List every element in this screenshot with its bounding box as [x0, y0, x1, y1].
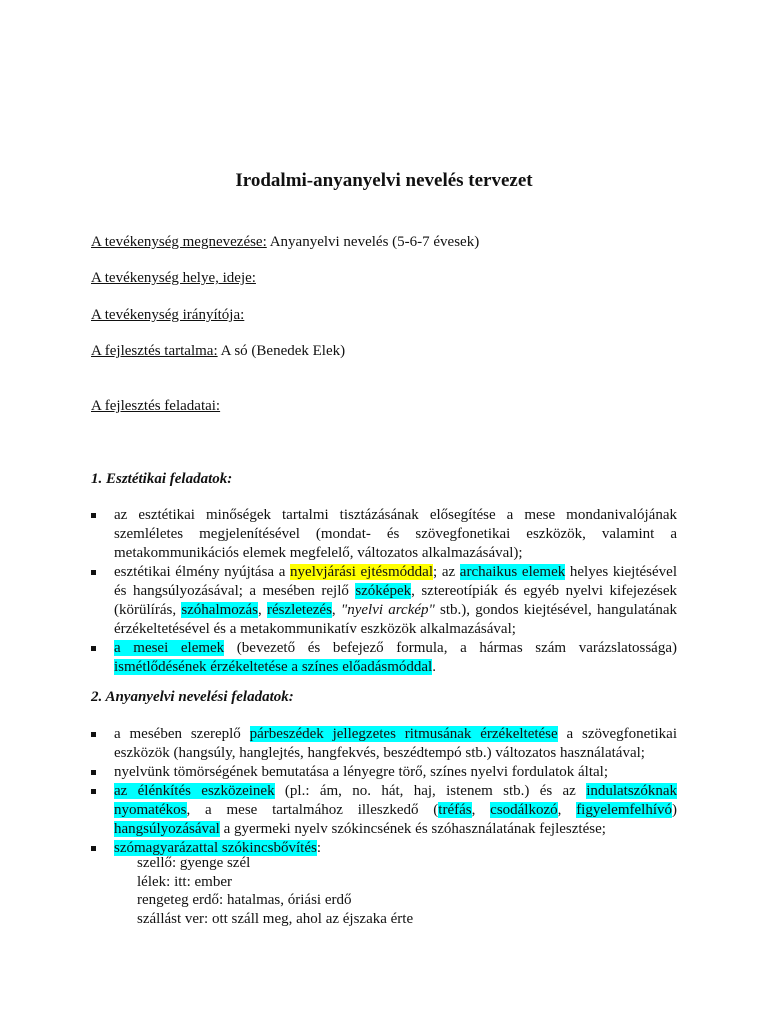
highlight-cyan: tréfás: [438, 802, 472, 818]
document-title: Irodalmi-anyanyelvi nevelés tervezet: [235, 170, 533, 191]
list-item-text: nyelvünk tömörségének bemutatása a lényegre törő, színes nyelvi fordulatok által;: [114, 764, 609, 780]
field-development-tasks: [91, 398, 220, 415]
text-run: (pl.: ám, no. hát, haj, istenem stb.) és az: [274, 783, 587, 799]
text-run: , sztereotípiák és egyéb nyelvi kifejezések (körülírás,: [114, 583, 677, 618]
bullet-icon: [91, 770, 96, 775]
text-run: esztétikai élmény nyújtása a: [114, 564, 291, 580]
highlight-cyan: a mesei elemek: [114, 640, 225, 656]
text-run: a szövegfonetikai eszközök (hangsúly, hanglejtés, hangfekvés, beszédtempó stb.) változatos használatával;: [114, 726, 677, 761]
vocabulary-list: [137, 854, 413, 928]
list-item: [91, 763, 677, 782]
section-heading-aesthetic: 1. Esztétikai feladatok:: [91, 471, 233, 487]
highlight-cyan: az élénkítés eszközeinek: [114, 783, 275, 799]
highlight-cyan: ismétlődésének érzékeltetése a színes előadásmóddal: [114, 659, 433, 675]
text-run: a gyermeki nyelv szókincsének és szóhasználatának fejlesztése;: [219, 821, 606, 837]
text-run: (bevezető és befejező formula, a hármas szám varázslatossága): [224, 640, 677, 656]
bullet-icon: [91, 846, 96, 851]
list-item: [91, 639, 677, 677]
highlight-cyan: szómagyarázattal szókincsbővítés: [114, 840, 317, 856]
highlight-cyan: figyelemfelhívó: [576, 802, 672, 818]
highlight-cyan: hangsúlyozásával: [114, 821, 220, 837]
field-label: A fejlesztés tartalma:: [91, 343, 218, 359]
bullet-icon: [91, 789, 96, 794]
language-task-list: [91, 725, 677, 858]
vocab-item: szállást ver: ott száll meg, ahol az éjszaka érte: [137, 910, 414, 927]
field-label: A tevékenység irányítója:: [91, 307, 245, 323]
field-label: A tevékenység megnevezése:: [91, 234, 267, 250]
text-run: ; az: [433, 564, 460, 580]
highlight-cyan: szóképek: [355, 583, 412, 599]
text-run: helyes kiejtésével és hangsúlyozásával; a mesében rejlő: [114, 564, 677, 599]
list-item: [91, 725, 677, 763]
highlight-cyan: archaikus elemek: [459, 564, 566, 580]
text-run: ,: [331, 602, 341, 618]
highlight-cyan: párbeszédek jellegzetes ritmusának érzékeltetése: [249, 726, 558, 742]
field-label: A tevékenység helye, ideje:: [91, 270, 256, 286]
text-run: .: [432, 659, 436, 675]
list-item: [91, 506, 677, 563]
bullet-icon: [91, 570, 96, 575]
vocab-item: rengeteg erdő: hatalmas, óriási erdő: [137, 892, 352, 908]
highlight-yellow: nyelvjárási ejtésmóddal: [290, 564, 433, 580]
text-run: ): [672, 802, 677, 818]
list-item: [91, 782, 677, 839]
vocab-item: lélek: itt: ember: [137, 873, 232, 890]
text-run: stb.), gondos kiejtésével, hangulatának érzékeltetésével és a metakommunikatív eszközök alkalmazásával;: [114, 602, 677, 637]
highlight-cyan: szóhalmozás: [181, 602, 258, 618]
text-run: ,: [471, 802, 491, 818]
italic-run: "nyelvi arckép": [340, 602, 435, 618]
list-item-text: az esztétikai minőségek tartalmi tisztázásának elősegítése a mese mondanivalójának szemléletes megjelenítésével (mondat- és szövegfonetikai eszközök, valamint a metakommunikációs elemek megfelelő, változatos alkalmazásával);: [114, 507, 677, 561]
highlight-cyan: részletezés: [266, 602, 332, 618]
vocab-item: szellő: gyenge szél: [137, 855, 251, 871]
field-development-content: [91, 343, 345, 360]
text-run: ,: [257, 602, 267, 618]
field-activity-leader: [91, 307, 244, 324]
highlight-cyan: csodálkozó: [490, 802, 558, 818]
bullet-icon: [91, 646, 96, 651]
bullet-icon: [91, 513, 96, 518]
field-label: A fejlesztés feladatai:: [91, 398, 221, 414]
field-value: Anyanyelvi nevelés (5-6-7 évesek): [269, 234, 480, 250]
text-run: a mesében szereplő: [114, 726, 250, 742]
highlight-cyan: indulatszóknak nyomatékos: [114, 783, 678, 818]
field-activity-name: [91, 234, 479, 251]
section-heading-language: 2. Anyanyelvi nevelési feladatok:: [91, 689, 294, 705]
text-run: :: [316, 840, 322, 856]
text-run: , a mese tartalmához illeszkedő (: [186, 802, 439, 818]
text-run: ,: [557, 802, 577, 818]
field-value: A só (Benedek Elek): [220, 343, 346, 359]
field-activity-place: [91, 270, 256, 287]
aesthetic-task-list: [91, 506, 677, 677]
bullet-icon: [91, 732, 96, 737]
list-item: [91, 563, 677, 639]
